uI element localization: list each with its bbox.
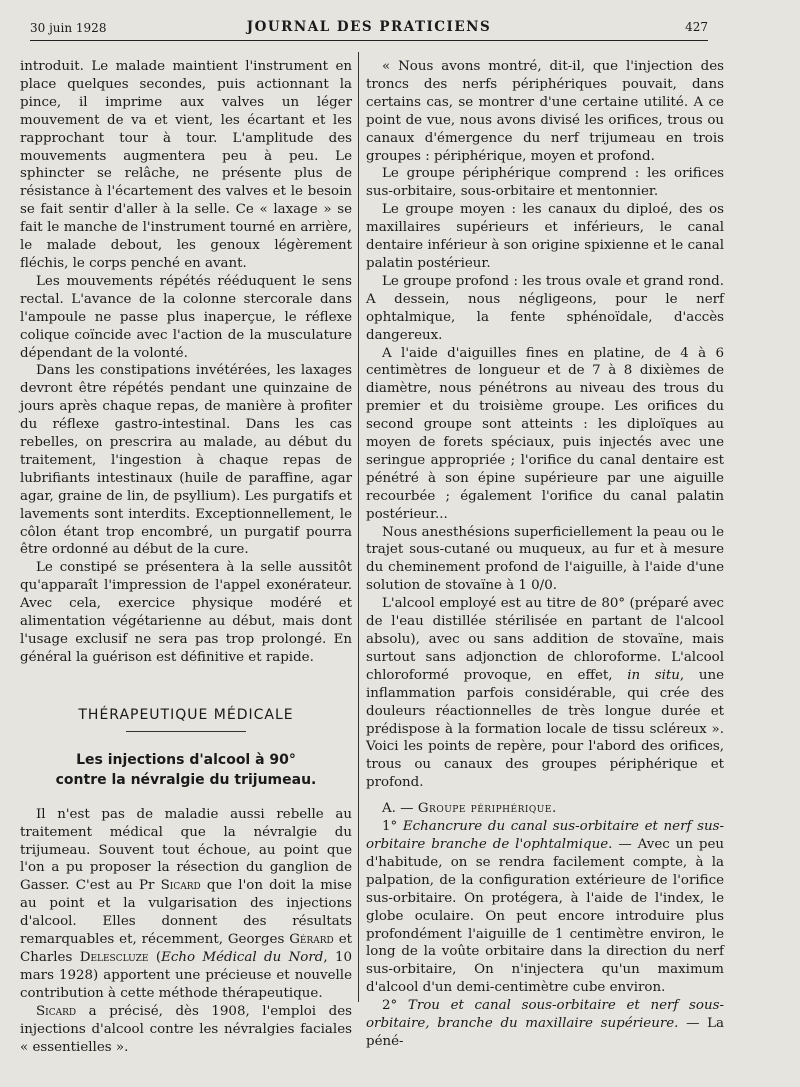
text-run: A. — — [382, 801, 418, 817]
item-number: 2° — [382, 998, 408, 1014]
subsection-title: Groupe périphérique. — [417, 801, 557, 817]
journal-title: JOURNAL DES PRATICIENS — [246, 19, 492, 35]
author-name: Delescluze — [79, 949, 149, 965]
right-column — [366, 58, 724, 1051]
paragraph: « Nous avons montré, dit-il, que l'injection des troncs des nerfs périphériques pouvait, dans certains cas, se montrer d'une certaine utilité. A ce point de vue, nous avons divisé les orifices, trous ou canaux d'émergence du nerf trijumeau en trois groupes : périphérique, moyen et profond. — [366, 59, 724, 164]
paragraph — [20, 806, 352, 1003]
paragraph — [366, 595, 724, 792]
text-run: L'alcool employé est au titre de 80° (préparé avec de l'eau distillée stérilisée en partant de l'alcool absolu), avec ou sans addition de stovaïne, mais surtout sans adjonction de chloroforme. L'alcool chloroformé provoque, en effet, — [366, 596, 724, 683]
paragraph — [366, 997, 724, 1051]
author-name: Gérard — [289, 932, 334, 948]
paragraph: Le constipé se présentera à la selle aussitôt qu'apparaît l'impression de l'appel exonérateur. Avec cela, exercice physique modéré et alimentation végétarienne au début, mais dont l'usage exclusif ne sera pas trop prolongé. En général la guérison est définitive et rapide. — [20, 560, 352, 665]
item-number: 1° — [382, 819, 403, 835]
text-run: et Charles — [20, 932, 352, 965]
header-date: 30 juin 1928 — [30, 21, 107, 35]
journal-citation: Echo Médical du Nord — [161, 949, 324, 965]
paragraph — [366, 818, 724, 997]
paragraph: Le groupe profond : les trous ovale et grand rond. A dessein, nous négligeons, pour le nerf ophtalmique, la fente sphénoïdale, d'accès dangereux. — [366, 273, 724, 343]
author-name: Sicard — [36, 1003, 77, 1019]
section-underline — [126, 731, 246, 732]
text-run: , une inflammation parfois considérable, qui crée des douleurs réactionnelles de très longue durée et prédispose à la formation locale de tissu scléreux ». Voici les points de repère, pour l'abord des orifices, trous ou canaux des groupes périphérique et profond. — [366, 667, 725, 791]
paragraph: Les mouvements répétés rééduquent le sens rectal. L'avance de la colonne stercorale dans l'ampoule ne passe plus inaperçue, le réflexe colique coïncide avec l'action de la musculature dépendant de la volonté. — [20, 273, 352, 361]
paragraph: A l'aide d'aiguilles fines en platine, de 4 à 6 centimètres de longueur et de 7 à 8 dixièmes de diamètre, nous pénétrons au niveau des trous du premier et du troisième groupe. Les orifices du second groupe sont atteints : les diploïques au moyen de forets spéciaux, puis injectés avec une seringue appropriée ; l'orifice du canal dentaire est pénétré à son épine supérieure par une aiguille recourbée ; également l'orifice du canal palatin postérieur... — [366, 345, 724, 522]
section-title: THÉRAPEUTIQUE MÉDICALE — [78, 706, 294, 723]
paragraph: introduit. Le malade maintient l'instrument en place quelques secondes, puis actionnant la pince, il imprime aux valves un léger mouvement de va et vient, les écartant et les rapprochant tour à tour. L'amplitude des mouvements augmentera peu à peu. Le sphincter se relâche, ne présente plus de résistance à l'écartement des valves et le besoin se fait sentir d'aller à la selle. Ce « laxage » se fait le manche de l'instrument tourné en arrière, le malade debout, les genoux légèrement fléchis, le corps penché en avant. — [20, 59, 352, 271]
text-run: ( — [148, 949, 162, 965]
text-run: a précisé, dès 1908, l'emploi des injections d'alcool contre les névralgies faciales « essentielles ». — [20, 1003, 352, 1055]
running-header — [30, 18, 708, 41]
page-number: 427 — [685, 20, 708, 34]
subsection-heading — [366, 800, 724, 818]
text-run: que l'on doit la mise au point et la vulgarisation des injections d'alcool. Elles donnent des résultats remarquables et, récemment, Georges — [20, 878, 352, 948]
item-title: Trou et canal sous-orbitaire et nerf sous-orbitaire, branche du maxillaire supérieure. — [366, 998, 724, 1032]
article-title-line-2: contre la névralgie du trijumeau. — [55, 771, 317, 788]
article-title-line-1: Les injections d'alcool à 90° — [76, 751, 296, 768]
left-column — [20, 58, 352, 1056]
text-run: Il n'est pas de maladie aussi rebelle au traitement médical que la névralgie du trijumeau. Souvent tout échoue, au point que l'on a pu proposer la résection du ganglion de Gasser. C'est au Pr — [20, 806, 352, 894]
text-run: , 10 mars 1928) apportent une précieuse et nouvelle contribution à cette méthode thérapeutique. — [20, 949, 353, 1001]
paragraph — [20, 1003, 352, 1057]
paragraph: Le groupe moyen : les canaux du diploé, des os maxillaires supérieurs et inférieurs, le canal dentaire inférieur à son origine spixienne et le canal palatin postérieur. — [366, 202, 724, 271]
paragraph: Nous anesthésions superficiellement la peau ou le trajet sous-cutané ou muqueux, au fur et à mesure du cheminement profond de l'aiguille, à l'aide d'une solution de stovaïne à 1 0/0. — [366, 524, 724, 594]
author-name: Sicard — [160, 878, 201, 894]
paragraph: Le groupe périphérique comprend : les orifices sus-orbitaire, sous-orbitaire et mentonnier. — [366, 166, 724, 200]
article-title — [20, 750, 352, 790]
italic-term: in situ — [627, 667, 680, 683]
text-run: — Avec un peu d'habitude, on se rendra facilement compte, à la palpation, de la configuration extérieure de l'orifice sus-orbitaire. On protégera, à l'aide de l'index, le globe oculaire. On peut encore introduire plus profondément l'aiguille de 1 centimètre environ, le long de la voûte orbitaire dans la direction du nerf sus-orbitaire, On n'injectera qu'un maximum d'alcool d'un demi-centimètre cube environ. — [366, 836, 724, 996]
paragraph: Dans les constipations invétérées, les laxages devront être répétés pendant une quinzaine de jours après chaque repas, de manière à profiter du réflexe gastro-intestinal. Dans les cas rebelles, on prescrira au malade, au début du traitement, l'ingestion à chaque repas de lubrifiants intestinaux (huile de paraffine, agar agar, graine de lin, de psyllium). Les purgatifs et lavements sont interdits. Exceptionnellement, le côlon étant trop encombré, un purgatif pourra être ordonné au début de la cure. — [20, 363, 352, 558]
text-run: — La péné- — [366, 1016, 724, 1049]
column-divider — [358, 52, 359, 1002]
item-title: Echancrure du canal sus-orbitaire et nerf sus-orbitaire branche de l'ophtalmique. — [366, 819, 724, 852]
